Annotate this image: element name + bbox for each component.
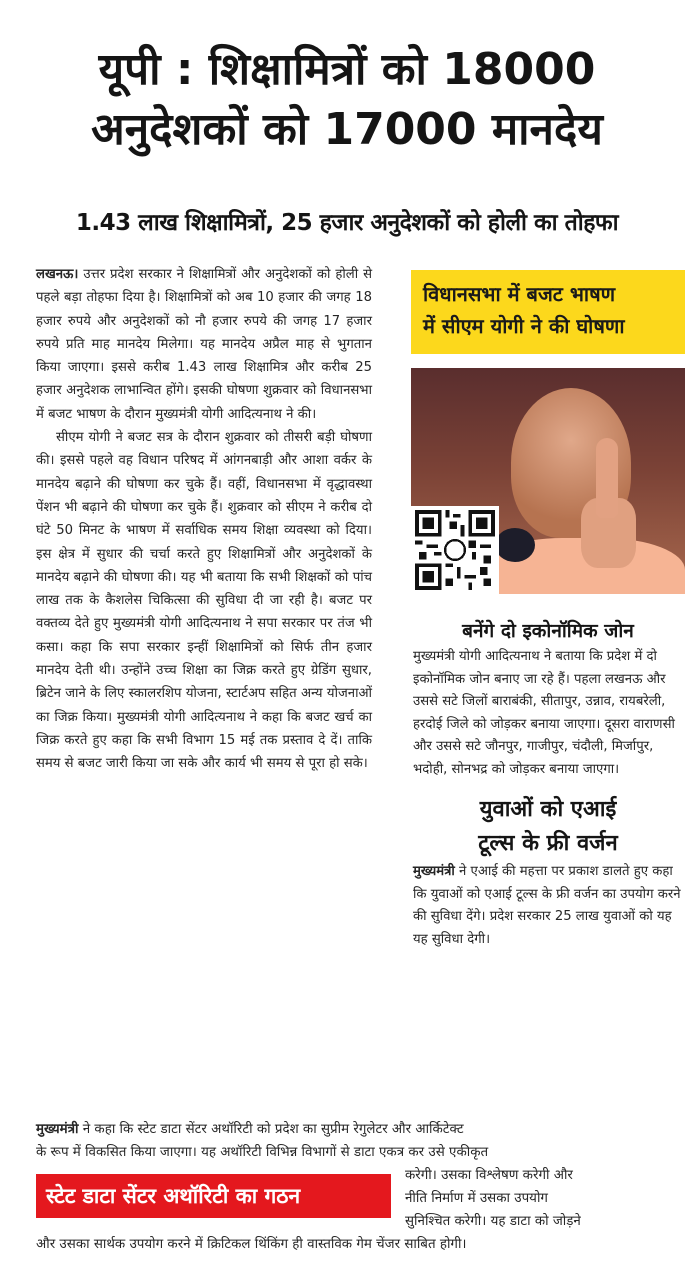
ai-tools-title-line-2: टूल्स के फ्री वर्जन — [478, 831, 618, 856]
ai-tools-body — [411, 861, 685, 951]
photo-raised-finger — [596, 438, 618, 518]
microphone-icon — [495, 528, 535, 562]
economic-zone-title: बनेंगे दो इकोनॉमिक जोन — [462, 620, 634, 642]
headline-line-1: यूपी : शिक्षामित्रों को 18000 — [98, 44, 596, 95]
data-center-side-line-1: करेगी। उसका विश्लेषण करेगी और — [405, 1168, 573, 1183]
ai-tools-section — [411, 793, 685, 951]
cm-yogi-photo — [411, 368, 685, 594]
data-center-line-1-text: ने कहा कि स्टेट डाटा सेंटर अथॉरिटी को प्रदेश का सुप्रीम रेगुलेटर और आर्किटेक्ट — [78, 1122, 464, 1137]
data-center-section — [36, 1118, 676, 1256]
data-center-last-line: और उसका सार्थक उपयोग करने में क्रिटिकल थिंकिंग ही वास्तविक गेम चेंजर साबित होगी। — [36, 1237, 467, 1252]
data-center-side-line-2: नीति निर्माण में उसका उपयोग — [405, 1191, 548, 1206]
whatsapp-qr-icon[interactable] — [411, 506, 499, 594]
highlight-box — [411, 270, 685, 354]
ai-tools-text: ने एआई की महत्ता पर प्रकाश डालते हुए कहा कि युवाओं को एआई टूल्स के फ्री वर्जन का उपयोग करने की सुविधा देंगे। प्रदेश सरकार 25 लाख युवाओं को यह यह सुविधा देगी। — [413, 864, 681, 947]
data-center-side-line-3: सुनिश्चित करेगी। यह डाटा को जोड़ने — [405, 1214, 581, 1229]
ai-tools-title-line-1: युवाओं को एआई — [479, 797, 617, 822]
data-center-side-text — [405, 1164, 581, 1233]
economic-zone-section — [411, 616, 685, 781]
article-paragraph-1 — [36, 263, 372, 426]
ai-tools-kicker: मुख्यमंत्री — [413, 864, 455, 879]
sidebar-column — [411, 270, 685, 951]
highlight-line-1: विधानसभा में बजट भाषण — [423, 282, 616, 306]
subheadline: 1.43 लाख शिक्षामित्रों, 25 हजार अनुदेशकों को होली का तोहफा — [75, 210, 619, 236]
dateline: लखनऊ। — [36, 267, 79, 282]
data-center-line-1 — [36, 1118, 676, 1141]
highlight-line-2: में सीएम योगी ने की घोषणा — [423, 314, 625, 338]
data-center-banner-row — [36, 1164, 676, 1233]
main-article — [36, 263, 372, 776]
paragraph-1-text: उत्तर प्रदेश सरकार ने शिक्षामित्रों और अनुदेशकों को होली से पहले बड़ा तोहफा दिया है। शिक्षामित्रों को अब 10 हजार की जगह 18 हजार रुपये और अनुदेशकों को नौ हजार रुपये की जगह 17 हजार रुपये प्रति माह मानदेय मिलेगा। यह मानदेय अप्रैल माह से भुगतान किया जाएगा। इससे करीब 1.43 लाख शिक्षामित्र और करीब 25 हजार अनुदेशक लाभान्वित होंगे। इसकी घोषणा शुक्रवार को विधानसभा में बजट भाषण के दौरान मुख्यमंत्री योगी आदित्यनाथ ने की। — [36, 267, 372, 422]
headline-line-2: अनुदेशकों को 17000 मानदेय — [91, 104, 603, 155]
economic-zone-body: मुख्यमंत्री योगी आदित्यनाथ ने बताया कि प्रदेश में दो इकोनॉमिक जोन बनाए जा रहे हैं। पहला लखनऊ और उससे सटे जिलों बाराबंकी, सीतापुर, उन्नाव, रायबरेली, हरदोई जिले को जोड़कर बनाया जाएगा। दूसरा वाराणसी और उससे सटे जौनपुर, गाजीपुर, चंदौली, मिर्जापुर, भदोही, सोनभद्र को जोड़कर बनाया जाएगा। — [413, 649, 675, 777]
article-paragraph-2: सीएम योगी ने बजट सत्र के दौरान शुक्रवार को तीसरी बड़ी घोषणा की। इससे पहले वह विधान परिषद में आंगनबाड़ी और आशा वर्कर के मानदेय बढ़ाने की घोषणा कर चुके हैं। वहीं, विधानसभा में वृद्धावस्था पेंशन भी बढ़ाने की घोषणा कर चुके हैं। शुक्रवार को सीएम ने करीब दो घंटे 50 मिनट के भाषण में सर्वाधिक समय शिक्षा व्यवस्था को दिया। इस क्षेत्र में सुधार की चर्चा करते हुए शिक्षामित्रों और अनुदेशकों के मानदेय बढ़ाने की घोषणा की। यह भी बताया कि सभी शिक्षकों को पांच लाख तक के कैशलेस चिकित्सा की सुविधा दी जा रही है। बजट पर वक्तव्य देते हुए मुख्यमंत्री योगी आदित्यनाथ ने सपा सरकार पर तंज भी कसा। कहा कि सपा सरकार इन्हीं शिक्षामित्रों को सिर्फ तीन हजार मानदेय देती थी। उन्होंने उच्च शिक्षा का जिक्र करते हुए ग्रेडिंग सुधार, ब्रिटेन जाने के लिए स्कालरशिप योजना, स्टार्टअप सहित अन्य योजनाओं का जिक्र किया। मुख्यमंत्री योगी आदित्यनाथ ने कहा कि बजट खर्च का जिक्र करते हुए कहा कि सभी विभाग 15 मई तक प्रस्ताव दे दें। ताकि समय से बजट जारी किया जा सके और कार्य भी समय से पूरा हो सके। — [36, 430, 372, 772]
headline — [0, 40, 694, 160]
data-center-kicker: मुख्यमंत्री — [36, 1122, 79, 1137]
data-center-banner: स्टेट डाटा सेंटर अथॉरिटी का गठन — [36, 1174, 391, 1218]
data-center-line-2: के रूप में विकसित किया जाएगा। यह अथॉरिटी विभिन्न विभागों से डाटा एकत्र कर उसे एकीकृत — [36, 1145, 489, 1160]
